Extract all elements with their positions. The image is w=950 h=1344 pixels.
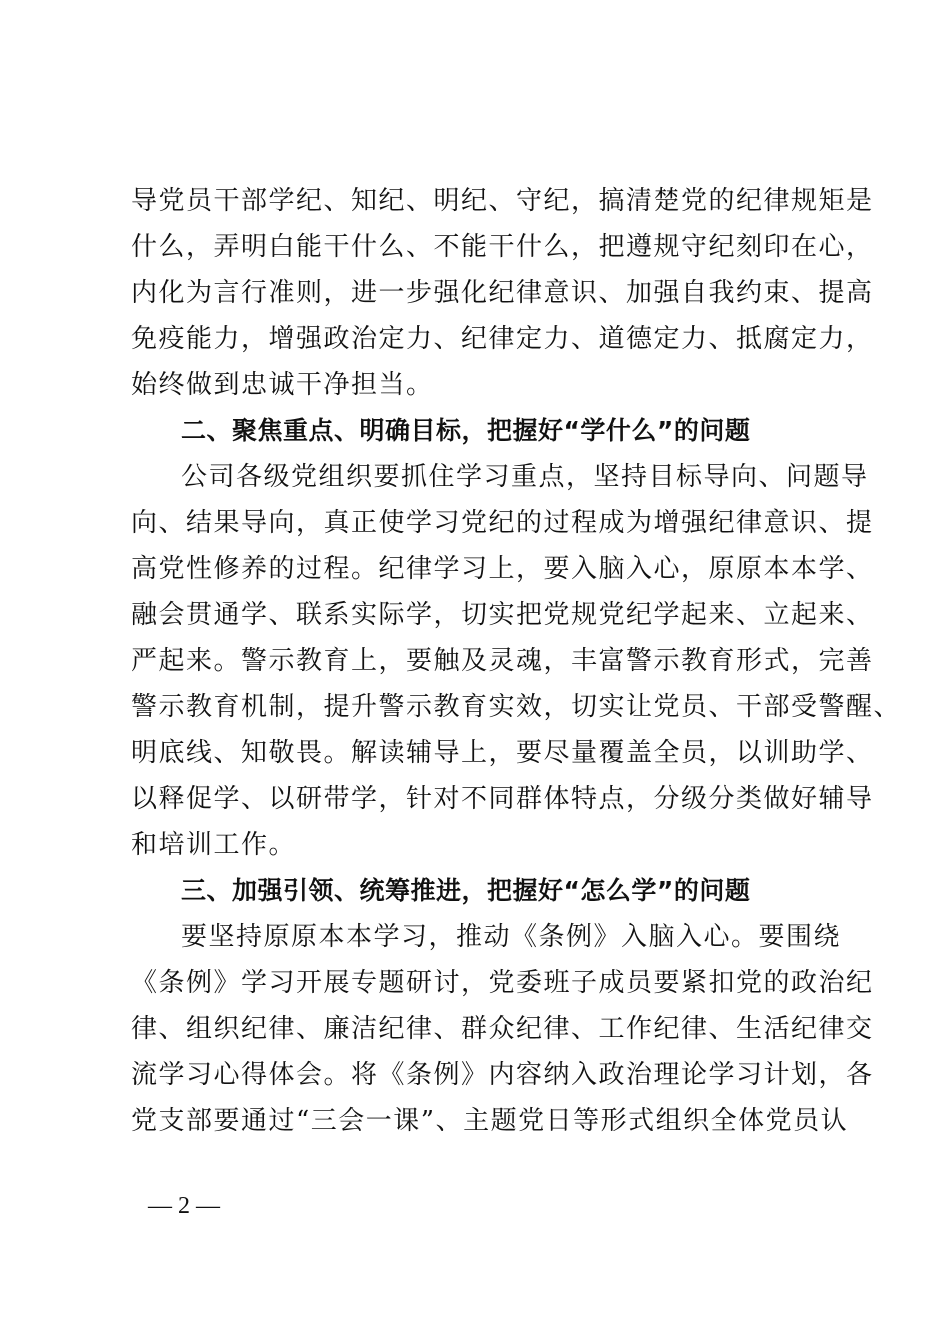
body-line: 高党性修养的过程。纪律学习上，要入脑入心，原原本本学、 xyxy=(131,554,874,584)
section-heading-2: 二、聚焦重点、明确目标，把握好“学什么”的问题 xyxy=(181,416,751,445)
body-line: 和培训工作。 xyxy=(131,830,297,860)
section-heading-3: 三、加强引领、统筹推进，把握好“怎么学”的问题 xyxy=(181,876,751,905)
body-line: 律、组织纪律、廉洁纪律、群众纪律、工作纪律、生活纪律交 xyxy=(131,1014,874,1044)
body-line: 流学习心得体会。将《条例》内容纳入政治理论学习计划，各 xyxy=(131,1060,874,1090)
body-line: 警示教育机制，提升警示教育实效，切实让党员、干部受警醒、 xyxy=(131,692,902,722)
body-line: 融会贯通学、联系实际学，切实把党规党纪学起来、立起来、 xyxy=(131,600,874,630)
body-line: 什么，弄明白能干什么、不能干什么，把遵规守纪刻印在心， xyxy=(131,232,874,262)
body-line: 《条例》学习开展专题研讨，党委班子成员要紧扣党的政治纪 xyxy=(131,968,874,998)
body-line: 向、结果导向，真正使学习党纪的过程成为增强纪律意识、提 xyxy=(131,508,874,538)
page-number: — 2 — xyxy=(148,1193,220,1219)
body-line: 党支部要通过“三会一课”、主题党日等形式组织全体党员认 xyxy=(131,1106,849,1136)
body-line: 免疫能力，增强政治定力、纪律定力、道德定力、抵腐定力， xyxy=(131,324,874,354)
body-line: 导党员干部学纪、知纪、明纪、守纪，搞清楚党的纪律规矩是 xyxy=(131,186,874,216)
body-line: 始终做到忠诚干净担当。 xyxy=(131,370,434,400)
body-line: 内化为言行准则，进一步强化纪律意识、加强自我约束、提高 xyxy=(131,278,874,308)
body-line: 以释促学、以研带学，针对不同群体特点，分级分类做好辅导 xyxy=(131,784,874,814)
body-line: 公司各级党组织要抓住学习重点，坚持目标导向、问题导 xyxy=(181,462,869,492)
body-line: 明底线、知敬畏。解读辅导上，要尽量覆盖全员，以训助学、 xyxy=(131,738,874,768)
body-line: 要坚持原原本本学习，推动《条例》入脑入心。要围绕 xyxy=(181,922,842,952)
body-line: 严起来。警示教育上，要触及灵魂，丰富警示教育形式，完善 xyxy=(131,646,874,676)
